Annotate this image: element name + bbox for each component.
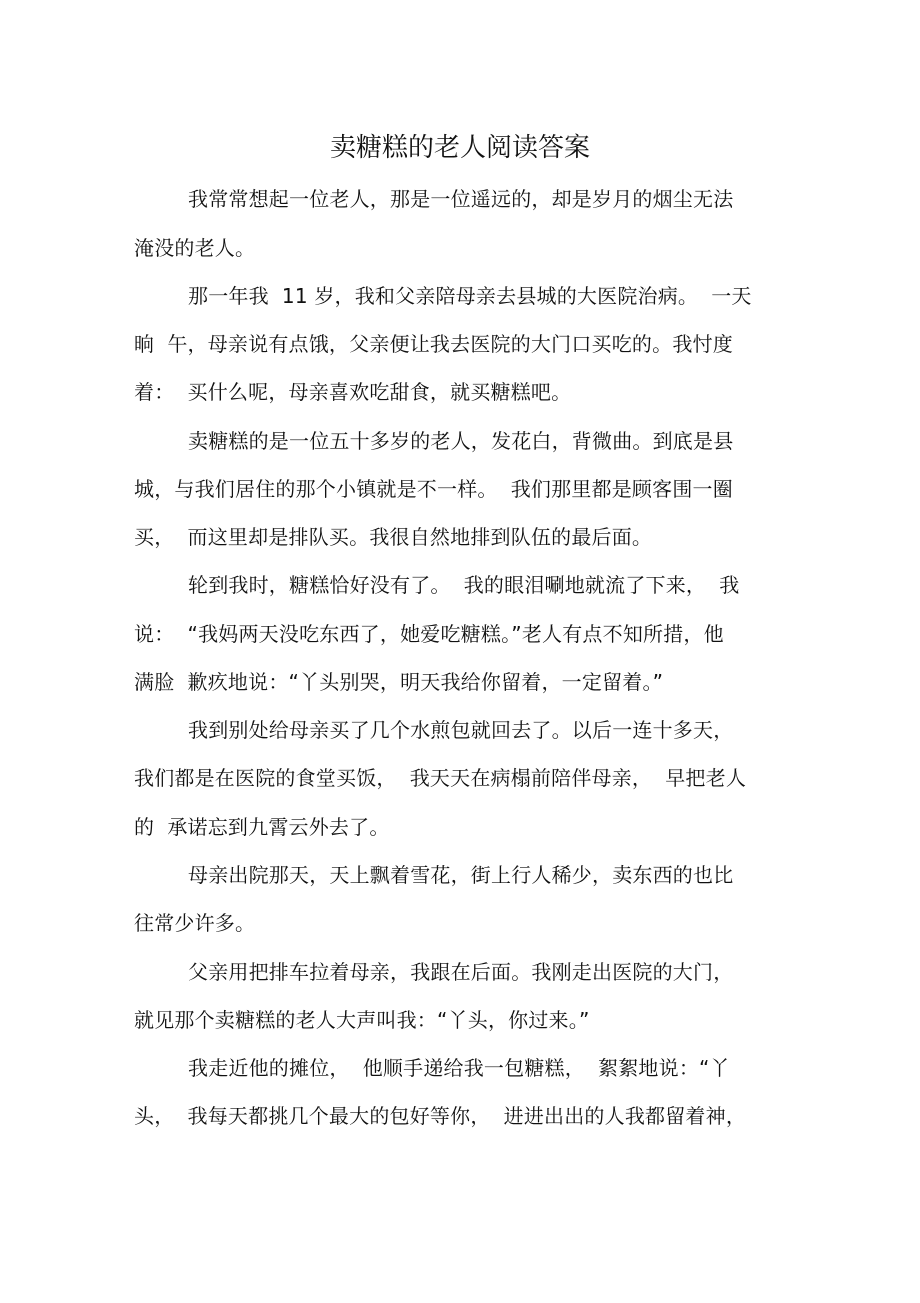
text-line: 晌 午，母亲说有点饿，父亲便让我去医院的大门口买吃的。我忖度 <box>134 332 733 356</box>
text-line: 买， 而这里却是排队买。我很自然地排到队伍的最后面。 <box>134 525 653 549</box>
page-title: 卖糖糕的老人阅读答案 <box>329 133 590 163</box>
text-line: 就见那个卖糖糕的老人大声叫我：“丫头，你过来。” <box>134 1008 590 1032</box>
text-line: 头， 我每天都挑几个最大的包好等你， 进进出出的人我都留着神， <box>134 1104 747 1128</box>
text-line: 我常常想起一位老人，那是一位遥远的，却是岁月的烟尘无法 <box>188 187 734 211</box>
text-line: 着： 买什么呢，母亲喜欢吃甜食，就买糖糕吧。 <box>134 380 572 404</box>
text-line: 母亲出院那天，天上飘着雪花，街上行人稀少，卖东西的也比 <box>188 863 734 887</box>
text-line: 往常少许多。 <box>134 911 256 935</box>
text-line: 我们都是在医院的食堂买饭， 我天天在病榻前陪伴母亲， 早把老人 <box>134 766 747 790</box>
text-line: 轮到我时，糖糕恰好没有了。 我的眼泪唰地就流了下来， 我 <box>188 573 740 597</box>
text-line: 父亲用把排车拉着母亲，我跟在后面。我刚走出医院的大门， <box>188 960 734 984</box>
text-line: 淹没的老人。 <box>134 236 256 260</box>
text-line: 满脸 歉疚地说：“丫头别哭，明天我给你留着，一定留着。” <box>134 670 664 694</box>
text-line: 的 承诺忘到九霄云外去了。 <box>134 815 390 839</box>
text-line: 那一年我 11 岁，我和父亲陪母亲去县城的大医院治病。 一天 <box>188 284 752 308</box>
text-line: 城，与我们居住的那个小镇就是不一样。 我们那里都是顾客围一圈 <box>134 477 733 501</box>
text-line: 说： “我妈两天没吃东西了，她爱吃糖糕。”老人有点不知所措，他 <box>134 622 724 646</box>
text-line: 卖糖糕的是一位五十多岁的老人，发花白，背微曲。到底是县 <box>188 429 734 453</box>
text-line: 我走近他的摊位， 他顺手递给我一包糖糕， 絮絮地说：“丫 <box>188 1056 730 1080</box>
text-line: 我到别处给母亲买了几个水煎包就回去了。以后一连十多天， <box>188 718 734 742</box>
